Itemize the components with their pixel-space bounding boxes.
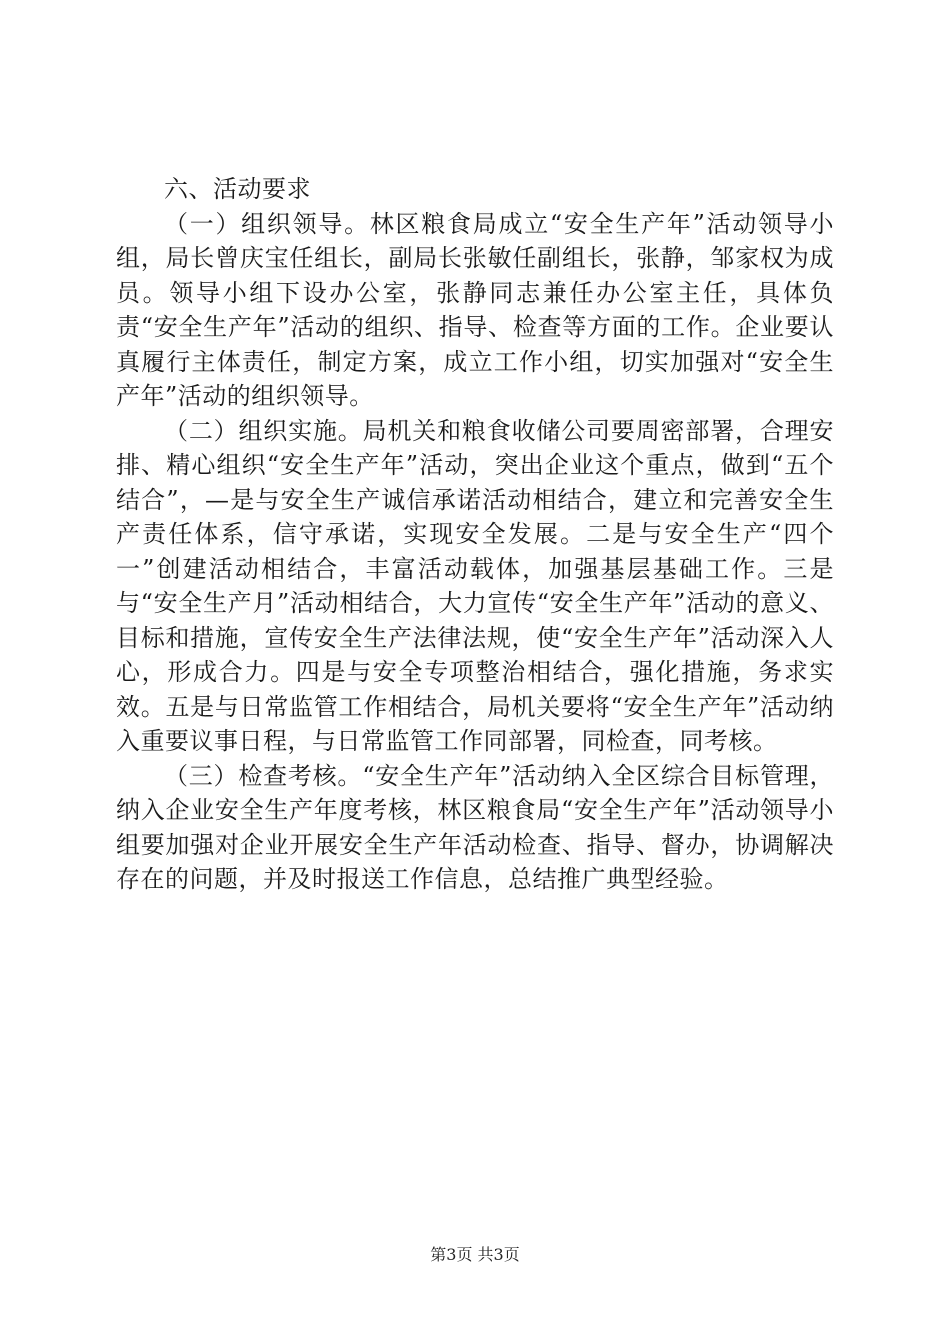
document-body [116,172,834,897]
page-footer: 第3页 共3页 [430,1245,520,1264]
paragraph-inspection-assessment: （三）检查考核。“安全生产年”活动纳入全区综合目标管理，纳入企业安全生产年度考核，林区粮食局“安全生产年”活动领导小组要加强对企业开展安全生产年活动检查、指导、督办，协调解决存在的问题，并及时报送工作信息，总结推广典型经验。 [116,761,834,893]
paragraph-organization-implementation: （二）组织实施。局机关和粮食收储公司要周密部署，合理安排、精心组织“安全生产年”活动，突出企业这个重点，做到“五个结合”，—是与安全生产诚信承诺活动相结合，建立和完善安全生产责任体系，信守承诺，实现安全发展。二是与安全生产“四个一”创建活动相结合，丰富活动载体，加强基层基础工作。三是与“安全生产月”活动相结合，大力宣传“安全生产年”活动的意义、目标和措施，宣传安全生产法律法规，使“安全生产年”活动深入人心，形成合力。四是与安全专项整治相结合，强化措施，务求实效。五是与日常监管工作相结合，局机关要将“安全生产年”活动纳入重要议事日程，与日常监管工作同部署，同检查，同考核。 [116,416,834,755]
section-heading: 六、活动要求 [164,175,311,203]
paragraph-organization-leadership: （一）组织领导。林区粮食局成立“安全生产年”活动领导小组，局长曾庆宝任组长，副局长张敏任副组长，张静，邹家权为成员。领导小组下设办公室，张静同志兼任办公室主任，具体负责“安全生产年”活动的组织、指导、检查等方面的工作。企业要认真履行主体责任，制定方案，成立工作小组，切实加强对“安全生产年”活动的组织领导。 [116,209,834,410]
